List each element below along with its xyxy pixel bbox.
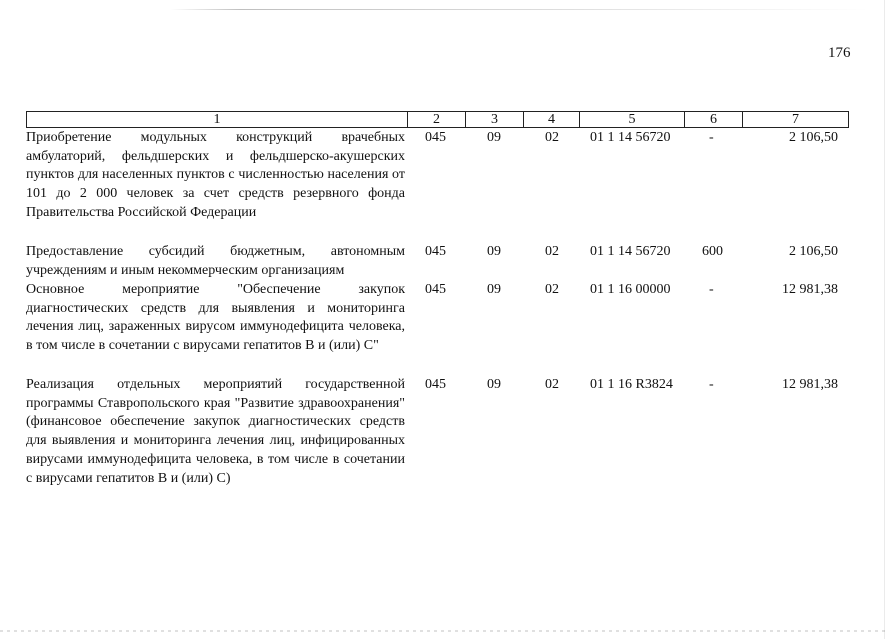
row-expense-type: - bbox=[709, 282, 714, 297]
row-target-article: 01 1 14 56720 bbox=[590, 244, 671, 259]
row-section: 09 bbox=[487, 130, 501, 145]
row-expense-type: - bbox=[709, 130, 714, 145]
column-header-4: 4 bbox=[523, 112, 579, 127]
row-amount: 2 106,50 bbox=[789, 244, 838, 259]
column-header-1: 1 bbox=[213, 112, 221, 127]
row-section: 09 bbox=[487, 244, 501, 259]
scan-edge-right bbox=[884, 0, 885, 639]
column-header-6: 6 bbox=[684, 112, 742, 127]
column-header-7: 7 bbox=[742, 112, 848, 127]
row-target-article: 01 1 16 R3824 bbox=[590, 377, 673, 392]
row-ved: 045 bbox=[425, 244, 446, 259]
column-header-3: 3 bbox=[465, 112, 523, 127]
column-header-2: 2 bbox=[407, 112, 465, 127]
row-ved: 045 bbox=[425, 377, 446, 392]
row-section: 09 bbox=[487, 282, 501, 297]
row-description: Основное мероприятие "Обеспечение закупок диагностических средств для выявления и мониторинга лечения лиц, зараженных вирусом иммунодефицита человека, в том числе в сочетании с вирусами гепатитов В и (или) С" bbox=[26, 282, 405, 354]
row-ved: 045 bbox=[425, 130, 446, 145]
row-target-article: 01 1 16 00000 bbox=[590, 282, 671, 297]
table-header-row bbox=[26, 111, 849, 128]
row-description: Приобретение модульных конструкций врачебных амбулаторий, фельдшерских и фельдшерско-акушерских пунктов для населенных пунктов с численностью населения от 101 до 2 000 человек за счет средств резервного фонда Правительства Российской Федерации bbox=[26, 130, 405, 220]
row-subsection: 02 bbox=[545, 377, 559, 392]
row-expense-type: - bbox=[709, 377, 714, 392]
row-subsection: 02 bbox=[545, 282, 559, 297]
row-subsection: 02 bbox=[545, 244, 559, 259]
row-description: Предоставление субсидий бюджетным, автономным учреждениям и иным некоммерческим организациям bbox=[26, 244, 405, 278]
row-description: Реализация отдельных мероприятий государственной программы Ставропольского края "Развитие здравоохранения" (финансовое обеспечение закупок диагностических средств для выявления и мониторинга лечения лиц, инфицированных вирусами иммунодефицита человека, в том числе в сочетании с вирусами гепатитов В и (или) С) bbox=[26, 377, 405, 486]
row-amount: 12 981,38 bbox=[782, 377, 838, 392]
page-number: 176 bbox=[828, 45, 851, 61]
row-ved: 045 bbox=[425, 282, 446, 297]
column-header-5: 5 bbox=[579, 112, 684, 127]
row-amount: 12 981,38 bbox=[782, 282, 838, 297]
row-subsection: 02 bbox=[545, 130, 559, 145]
row-target-article: 01 1 14 56720 bbox=[590, 130, 671, 145]
scan-edge-top bbox=[170, 9, 870, 10]
scan-edge-bottom bbox=[0, 630, 889, 632]
row-expense-type: 600 bbox=[702, 244, 723, 259]
row-section: 09 bbox=[487, 377, 501, 392]
row-amount: 2 106,50 bbox=[789, 130, 838, 145]
